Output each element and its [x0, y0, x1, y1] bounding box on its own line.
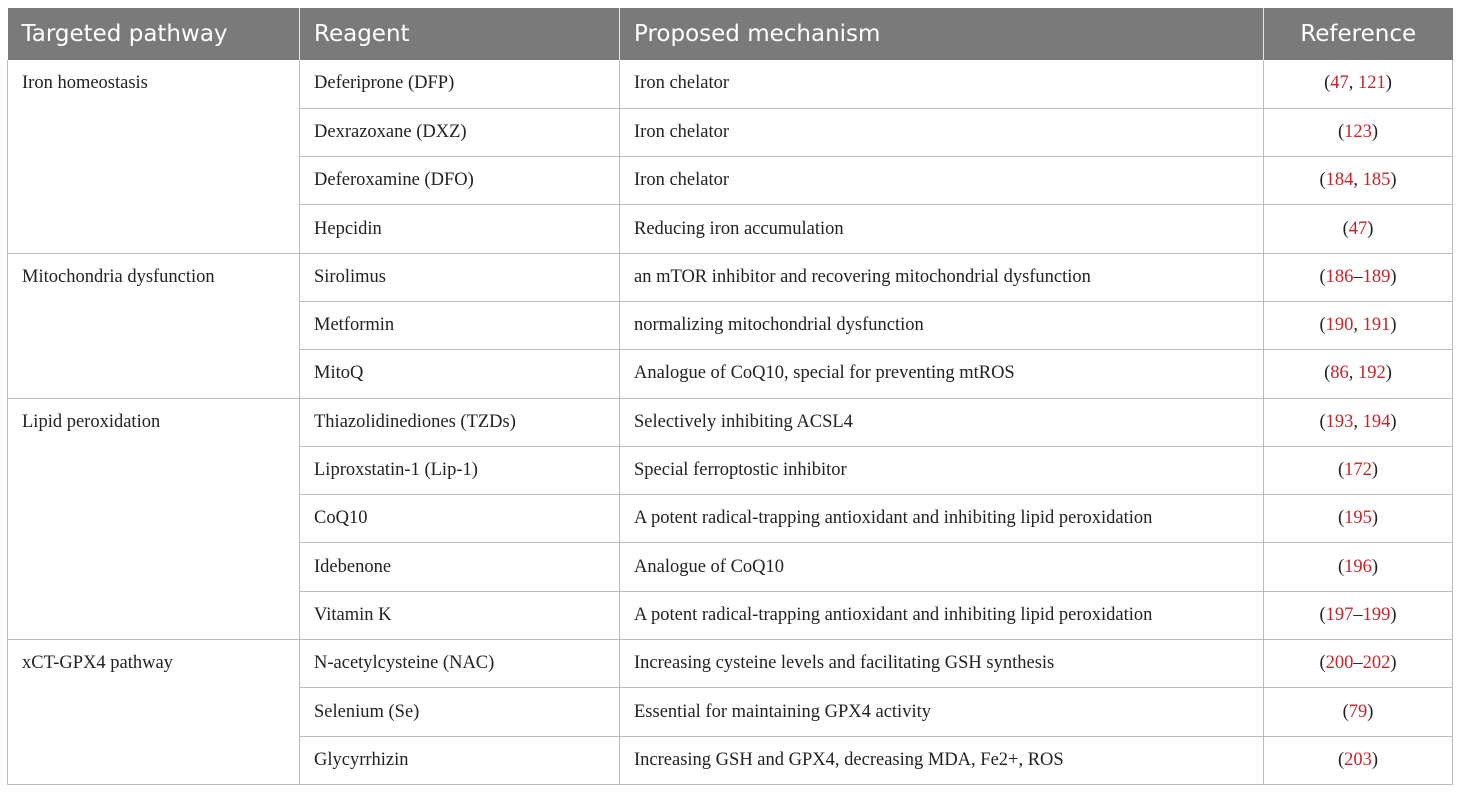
mechanism-cell: A potent radical-trapping antioxidant and inhibiting lipid peroxidation [620, 591, 1264, 639]
reference-cell: (172) [1264, 446, 1453, 494]
reference-link[interactable]: 196 [1344, 556, 1372, 577]
table-header [8, 8, 1453, 60]
reagent-cell: Liproxstatin-1 (Lip-1) [300, 446, 620, 494]
reference-link[interactable]: 86 [1330, 363, 1349, 384]
reference-cell: (203) [1264, 736, 1453, 784]
reference-link[interactable]: 47 [1348, 218, 1368, 239]
reference-cell: (184, 185) [1264, 157, 1453, 205]
reagent-cell: Metformin [300, 301, 620, 349]
mechanism-cell: Selectively inhibiting ACSL4 [620, 398, 1264, 446]
reference-link[interactable]: 47 [1330, 73, 1349, 94]
mechanism-cell: Iron chelator [620, 157, 1264, 205]
mechanism-cell: Analogue of CoQ10 [620, 543, 1264, 591]
reagent-cell: Sirolimus [300, 253, 620, 301]
reference-link[interactable]: 184 [1325, 170, 1354, 191]
mechanism-cell: A potent radical-trapping antioxidant and inhibiting lipid peroxidation [620, 495, 1264, 543]
table-body [8, 60, 1453, 784]
reference-link[interactable]: 197 [1325, 604, 1354, 625]
pathway-cell: xCT-GPX4 pathway [8, 640, 300, 785]
reagent-cell: Idebenone [300, 543, 620, 591]
reference-cell: (190, 191) [1264, 301, 1453, 349]
table-row [8, 640, 1453, 688]
table-row [8, 253, 1453, 301]
header-proposed-mechanism: Proposed mechanism [620, 8, 1264, 60]
reagent-cell: Hepcidin [300, 205, 620, 253]
reference-cell: (197–199) [1264, 591, 1453, 639]
reference-cell: (196) [1264, 543, 1453, 591]
reagent-cell: MitoQ [300, 350, 620, 398]
reference-link[interactable]: 186 [1325, 266, 1354, 287]
pathway-cell: Lipid peroxidation [8, 398, 300, 639]
reference-link[interactable]: 200 [1325, 653, 1354, 674]
reference-cell: (186–189) [1264, 253, 1453, 301]
reference-cell: (86, 192) [1264, 350, 1453, 398]
reference-link[interactable]: 190 [1325, 315, 1354, 336]
mechanism-cell: Essential for maintaining GPX4 activity [620, 688, 1264, 736]
mechanism-cell: Special ferroptostic inhibitor [620, 446, 1264, 494]
table-row [8, 60, 1453, 108]
reagent-cell: Dexrazoxane (DXZ) [300, 108, 620, 156]
reference-link[interactable]: 191 [1362, 315, 1391, 336]
reagent-cell: Vitamin K [300, 591, 620, 639]
reference-link[interactable]: 192 [1358, 363, 1386, 384]
reference-link[interactable]: 193 [1325, 411, 1354, 432]
reference-link[interactable]: 123 [1344, 121, 1372, 142]
reagent-cell: Glycyrrhizin [300, 736, 620, 784]
reference-cell: (195) [1264, 495, 1453, 543]
reagent-cell: CoQ10 [300, 495, 620, 543]
reagent-table-container [7, 8, 1452, 785]
table-row [8, 398, 1453, 446]
reference-link[interactable]: 189 [1362, 266, 1391, 287]
header-reagent: Reagent [300, 8, 620, 60]
reference-cell: (123) [1264, 108, 1453, 156]
pathway-cell: Mitochondria dysfunction [8, 253, 300, 398]
reagent-cell: Selenium (Se) [300, 688, 620, 736]
reference-link[interactable]: 195 [1344, 508, 1372, 529]
header-targeted-pathway: Targeted pathway [8, 8, 300, 60]
mechanism-cell: Increasing GSH and GPX4, decreasing MDA, Fe2+, ROS [620, 736, 1264, 784]
reference-cell: (193, 194) [1264, 398, 1453, 446]
reagent-cell: Deferiprone (DFP) [300, 60, 620, 108]
reagent-table [7, 8, 1453, 785]
reference-link[interactable]: 172 [1344, 460, 1372, 481]
mechanism-cell: Iron chelator [620, 108, 1264, 156]
reference-link[interactable]: 79 [1348, 701, 1368, 722]
reference-cell: (47, 121) [1264, 60, 1453, 108]
mechanism-cell: normalizing mitochondrial dysfunction [620, 301, 1264, 349]
reference-cell: (47) [1264, 205, 1453, 253]
reference-link[interactable]: 121 [1358, 73, 1386, 94]
mechanism-cell: an mTOR inhibitor and recovering mitochondrial dysfunction [620, 253, 1264, 301]
reference-link[interactable]: 194 [1362, 411, 1391, 432]
mechanism-cell: Analogue of CoQ10, special for preventing mtROS [620, 350, 1264, 398]
mechanism-cell: Reducing iron accumulation [620, 205, 1264, 253]
reagent-cell: Deferoxamine (DFO) [300, 157, 620, 205]
reference-link[interactable]: 203 [1344, 749, 1372, 770]
reference-link[interactable]: 199 [1362, 604, 1391, 625]
mechanism-cell: Increasing cysteine levels and facilitating GSH synthesis [620, 640, 1264, 688]
reference-link[interactable]: 202 [1362, 653, 1391, 674]
header-row [8, 8, 1453, 60]
reference-link[interactable]: 185 [1362, 170, 1391, 191]
reference-cell: (200–202) [1264, 640, 1453, 688]
header-reference: Reference [1264, 8, 1453, 60]
reagent-cell: Thiazolidinediones (TZDs) [300, 398, 620, 446]
reference-cell: (79) [1264, 688, 1453, 736]
reagent-cell: N-acetylcysteine (NAC) [300, 640, 620, 688]
pathway-cell: Iron homeostasis [8, 60, 300, 253]
mechanism-cell: Iron chelator [620, 60, 1264, 108]
